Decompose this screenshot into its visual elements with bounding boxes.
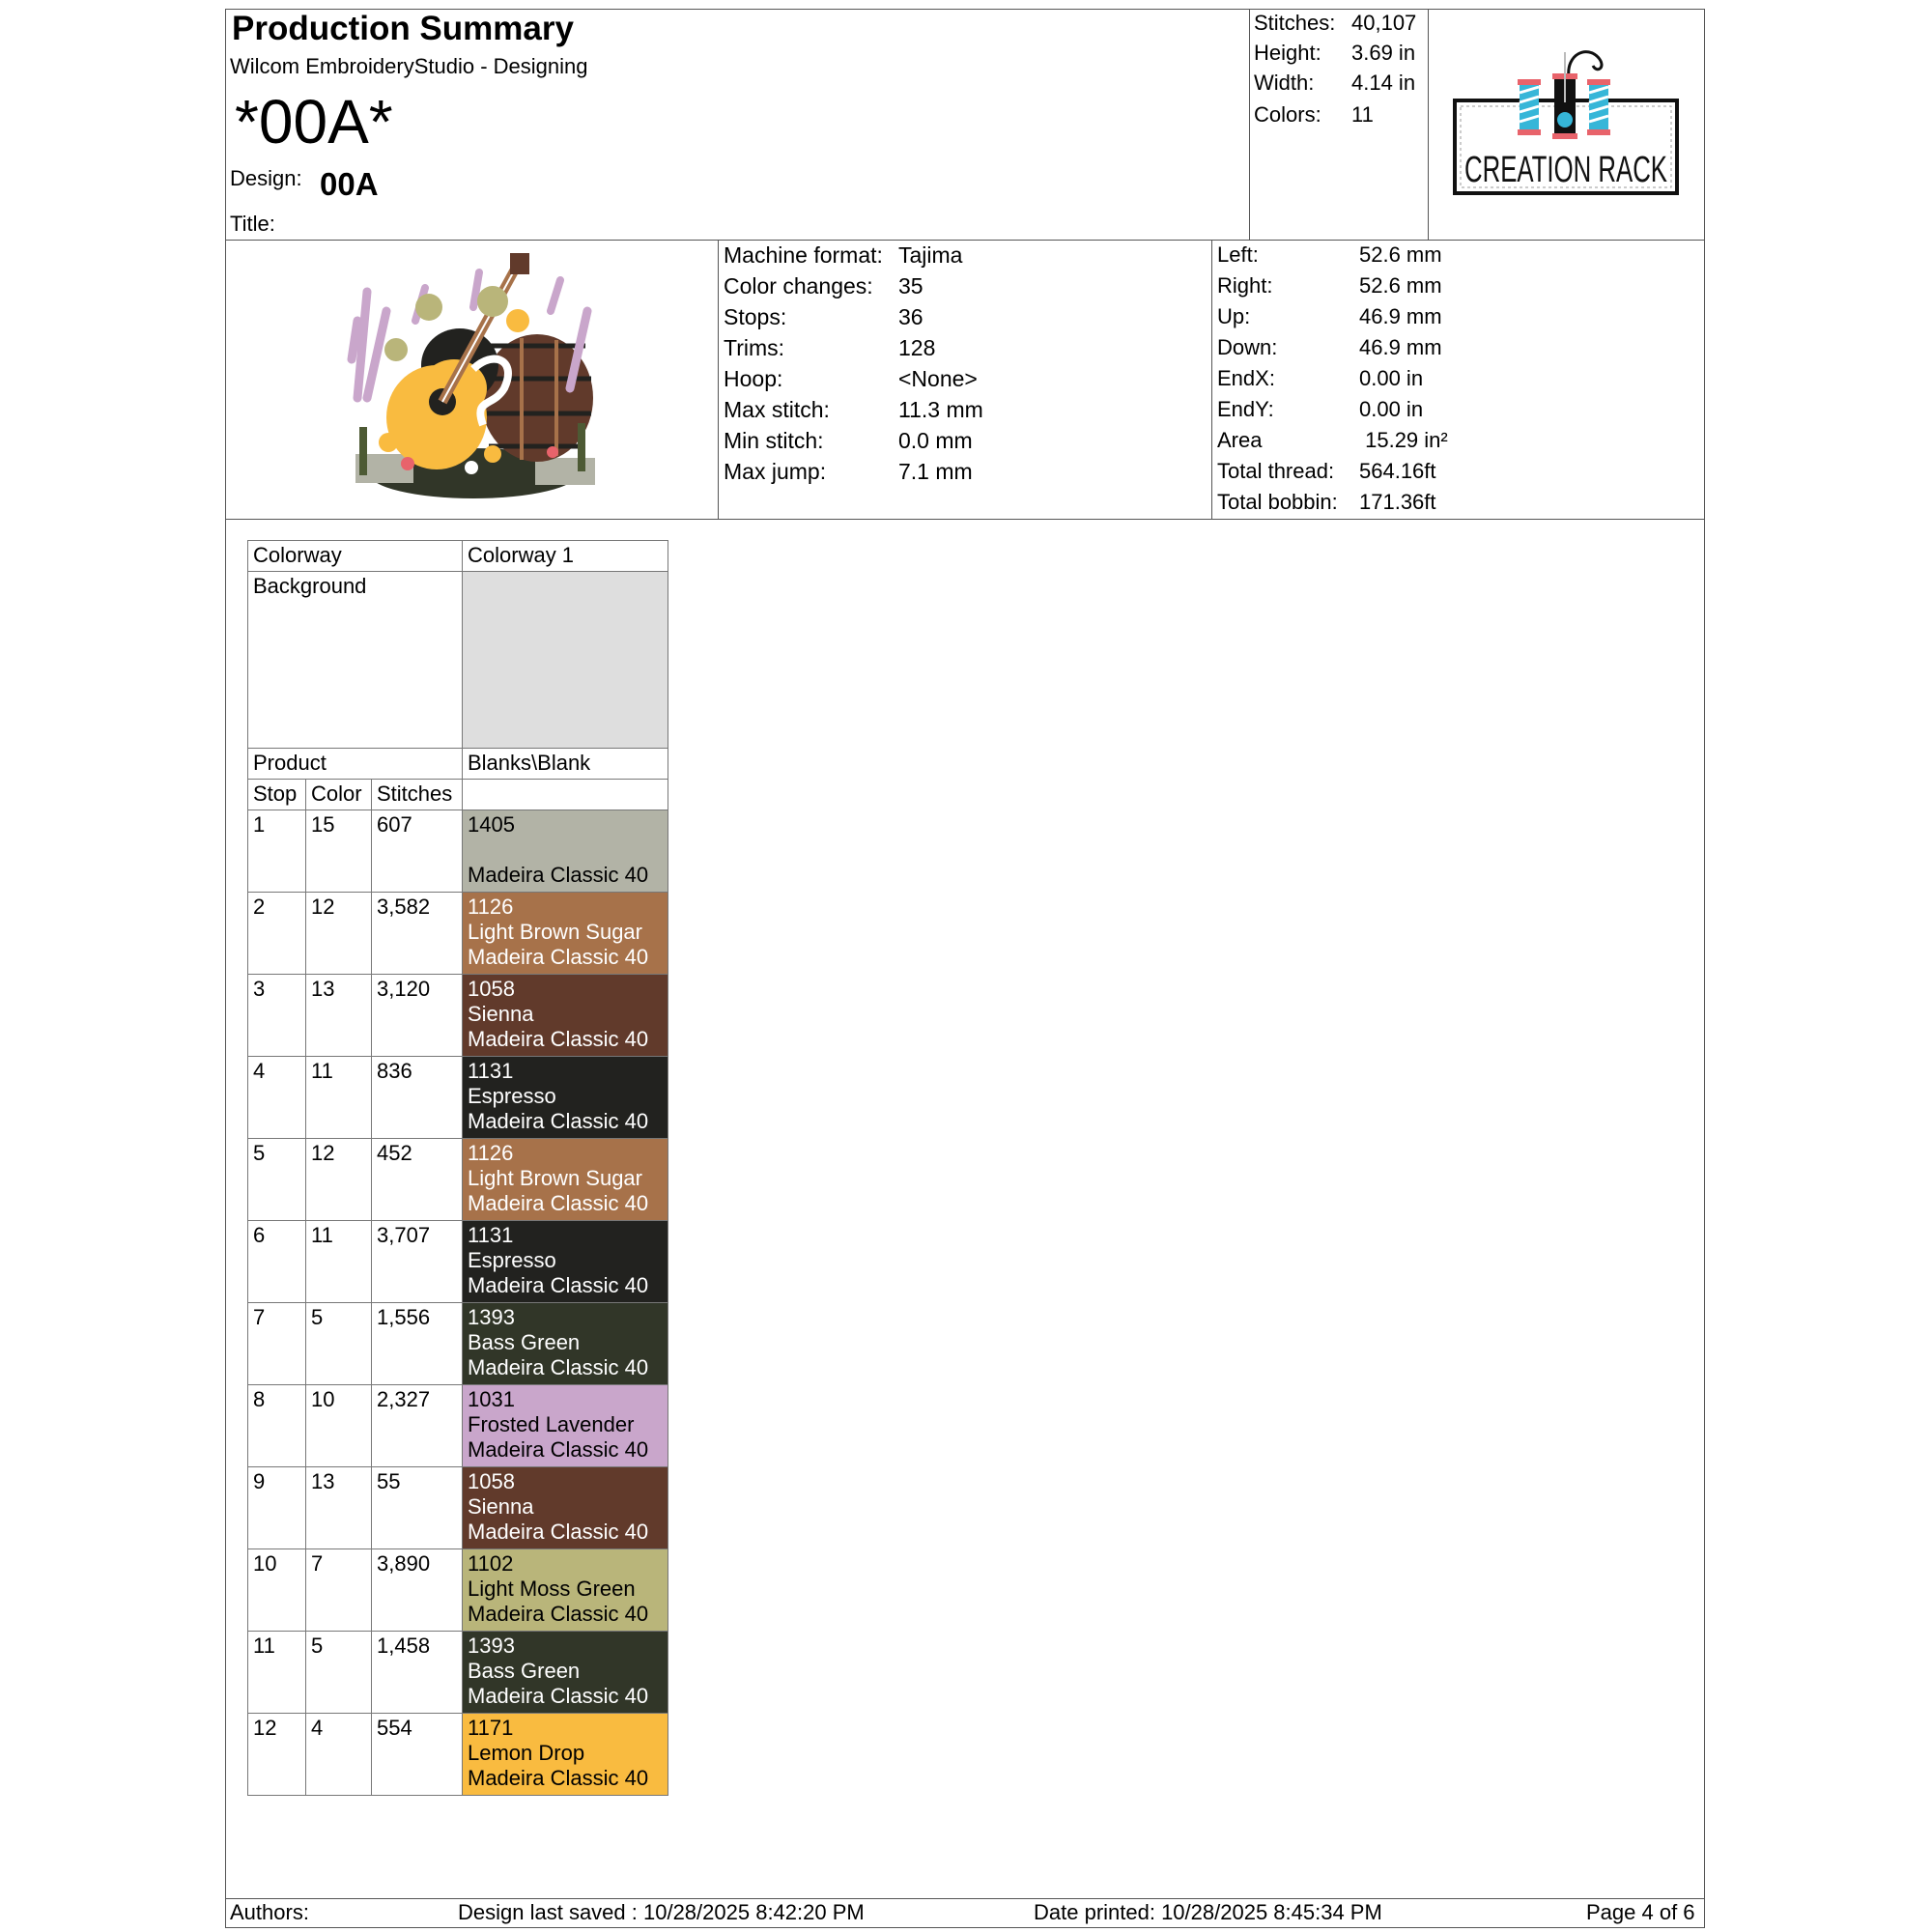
color-cell: 12 [306,1139,372,1221]
background-label: Background [248,572,463,749]
thread-row [248,1714,668,1796]
thread-code: 1131 [468,1223,514,1247]
summary-value: 40,107 [1351,11,1417,35]
thread-name: Sienna [468,1494,534,1519]
stop-cell: 3 [248,975,306,1057]
thread-swatch-cell [463,1632,668,1714]
thread-swatch-cell [463,1385,668,1467]
thread-column-header [463,780,668,810]
thread-row [248,1467,668,1549]
machine-divider [1211,240,1212,520]
footer-divider [225,1898,1705,1899]
color-cell: 11 [306,1057,372,1139]
dimension-value: 52.6 mm [1359,273,1442,298]
thread-row [248,1221,668,1303]
machine-value: 35 [898,273,923,298]
stitches-cell: 452 [372,1139,463,1221]
stop-cell: 8 [248,1385,306,1467]
thread-brand: Madeira Classic 40 [468,1273,649,1297]
dimension-label: Total thread: [1217,459,1335,483]
summary-label: Width: [1254,71,1315,95]
stitches-cell: 554 [372,1714,463,1796]
color-cell: 13 [306,975,372,1057]
thread-name: Espresso [468,1084,556,1108]
thread-code: 1126 [468,1141,514,1165]
dimension-value: 52.6 mm [1359,242,1442,267]
header-divider [225,240,1705,241]
machine-value: 36 [898,304,923,329]
stitches-cell: 3,890 [372,1549,463,1632]
machine-label: Max jump: [724,459,827,484]
machine-value: 11.3 mm [898,397,983,422]
design-label: Design: [230,166,302,190]
thread-swatch-cell [463,1714,668,1796]
product-value: Blanks\Blank [463,749,668,780]
machine-value: 7.1 mm [898,459,973,484]
thread-brand: Madeira Classic 40 [468,1191,649,1215]
thread-name: Light Brown Sugar [468,920,642,944]
thread-swatch-cell [463,1057,668,1139]
info-divider [225,519,1705,520]
thread-swatch-cell [463,893,668,975]
stitches-cell: 607 [372,810,463,893]
color-cell: 10 [306,1385,372,1467]
thread-row [248,1139,668,1221]
machine-label: Color changes: [724,273,873,298]
colorway-value: Colorway 1 [463,541,668,572]
thread-name: Espresso [468,1248,556,1272]
thread-swatch-cell [463,1303,668,1385]
dimension-value: 0.00 in [1359,397,1424,421]
thread-table [247,540,668,1796]
dimension-value: 0.00 in [1359,366,1424,390]
thread-brand: Madeira Classic 40 [468,1355,649,1379]
logo-text: CREATION RACK [1464,150,1667,190]
thread-swatch-cell [463,1139,668,1221]
thread-code: 1405 [468,812,515,837]
color-cell: 11 [306,1221,372,1303]
software-subtitle: Wilcom EmbroideryStudio - Designing [230,54,588,78]
dimension-value: 171.36ft [1359,490,1436,514]
preview-divider [718,240,719,520]
thread-spools-logo-icon [1452,44,1680,197]
colorway-label: Colorway [248,541,463,572]
machine-label: Trims: [724,335,785,360]
stop-cell: 11 [248,1632,306,1714]
color-column-header: Color [306,780,372,810]
summary-label: Height: [1254,41,1321,65]
design-preview [328,253,618,506]
thread-name [468,838,663,863]
thread-name: Light Brown Sugar [468,1166,642,1190]
guitar-barrel-flowers-image [328,253,618,506]
thread-brand: Madeira Classic 40 [468,1602,649,1626]
thread-brand: Madeira Classic 40 [468,1437,649,1462]
color-cell: 4 [306,1714,372,1796]
stop-cell: 5 [248,1139,306,1221]
machine-label: Max stitch: [724,397,830,422]
thread-swatch-cell [463,810,668,893]
thread-code: 1031 [468,1387,515,1411]
thread-row [248,1057,668,1139]
machine-label: Min stitch: [724,428,824,453]
thread-brand: Madeira Classic 40 [468,1684,649,1708]
thread-brand: Madeira Classic 40 [468,1109,649,1133]
footer-authors: Authors: [230,1900,309,1924]
thread-brand: Madeira Classic 40 [468,1520,649,1544]
thread-brand: Madeira Classic 40 [468,1766,649,1790]
thread-swatch-cell [463,1549,668,1632]
summary-divider [1249,9,1250,241]
stitches-cell: 55 [372,1467,463,1549]
file-name: *00A* [235,87,393,156]
color-cell: 7 [306,1549,372,1632]
thread-swatch-cell [463,1221,668,1303]
dimension-label: Right: [1217,273,1273,298]
stitches-cell: 836 [372,1057,463,1139]
stop-cell: 2 [248,893,306,975]
thread-row [248,1632,668,1714]
thread-swatch-cell [463,1467,668,1549]
stop-cell: 1 [248,810,306,893]
background-swatch [463,572,668,749]
thread-row [248,1385,668,1467]
product-label: Product [248,749,463,780]
footer-date-printed: Date printed: 10/28/2025 8:45:34 PM [1034,1900,1382,1924]
machine-label: Machine format: [724,242,883,268]
machine-value: <None> [898,366,978,391]
stop-column-header: Stop [248,780,306,810]
stop-cell: 7 [248,1303,306,1385]
stitches-cell: 1,458 [372,1632,463,1714]
thread-name: Light Moss Green [468,1577,636,1601]
stitches-cell: 3,582 [372,893,463,975]
stop-cell: 4 [248,1057,306,1139]
stop-cell: 10 [248,1549,306,1632]
color-cell: 5 [306,1303,372,1385]
footer-page-number: Page 4 of 6 [1586,1900,1695,1924]
summary-value: 4.14 in [1351,71,1416,95]
thread-brand: Madeira Classic 40 [468,945,649,969]
thread-code: 1126 [468,895,514,919]
thread-row [248,975,668,1057]
machine-label: Stops: [724,304,787,329]
thread-row [248,1303,668,1385]
thread-name: Lemon Drop [468,1741,585,1765]
thread-row [248,893,668,975]
dimension-value: 15.29 in² [1359,428,1448,452]
summary-value: 3.69 in [1351,41,1416,65]
stitches-column-header: Stitches [372,780,463,810]
stitches-cell: 1,556 [372,1303,463,1385]
machine-value: Tajima [898,242,963,268]
thread-code: 1171 [468,1716,514,1740]
thread-code: 1393 [468,1305,515,1329]
footer-last-saved: Design last saved : 10/28/2025 8:42:20 PM [458,1900,865,1924]
machine-label: Hoop: [724,366,783,391]
thread-name: Bass Green [468,1330,581,1354]
stitches-cell: 3,120 [372,975,463,1057]
stop-cell: 9 [248,1467,306,1549]
design-value: 00A [320,166,379,202]
thread-name: Frosted Lavender [468,1412,635,1436]
dimension-label: Left: [1217,242,1259,267]
thread-name: Bass Green [468,1659,581,1683]
dimension-value: 564.16ft [1359,459,1436,483]
machine-value: 128 [898,335,936,360]
dimension-label: Total bobbin: [1217,490,1338,514]
title-label: Title: [230,212,275,236]
color-cell: 5 [306,1632,372,1714]
thread-name: Sienna [468,1002,534,1026]
thread-brand: Madeira Classic 40 [468,863,649,887]
dimension-value: 46.9 mm [1359,304,1442,328]
machine-value: 0.0 mm [898,428,973,453]
summary-label: Stitches: [1254,11,1336,35]
color-cell: 15 [306,810,372,893]
color-cell: 12 [306,893,372,975]
thread-swatch-cell [463,975,668,1057]
summary-label: Colors: [1254,102,1321,127]
thread-row [248,1549,668,1632]
thread-code: 1393 [468,1634,515,1658]
logo-divider [1428,9,1429,241]
thread-code: 1058 [468,1469,515,1493]
thread-code: 1058 [468,977,515,1001]
thread-code: 1131 [468,1059,514,1083]
stitches-cell: 3,707 [372,1221,463,1303]
dimension-label: Down: [1217,335,1278,359]
thread-row [248,810,668,893]
dimension-label: Area [1217,428,1263,452]
stop-cell: 12 [248,1714,306,1796]
dimension-label: EndX: [1217,366,1275,390]
thread-code: 1102 [468,1551,514,1576]
color-cell: 13 [306,1467,372,1549]
stitches-cell: 2,327 [372,1385,463,1467]
summary-value: 11 [1351,102,1374,127]
dimension-value: 46.9 mm [1359,335,1442,359]
report-title: Production Summary [232,10,574,47]
dimension-label: Up: [1217,304,1251,328]
dimension-label: EndY: [1217,397,1274,421]
creation-rack-logo [1452,44,1680,197]
stop-cell: 6 [248,1221,306,1303]
thread-brand: Madeira Classic 40 [468,1027,649,1051]
